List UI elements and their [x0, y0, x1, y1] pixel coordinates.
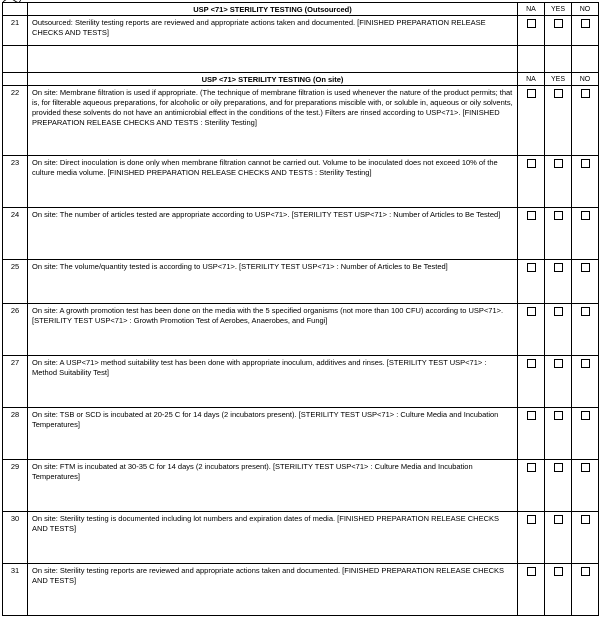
- checkbox-no[interactable]: [581, 463, 590, 472]
- cell-yes: [545, 16, 572, 46]
- checkbox-yes[interactable]: [554, 159, 563, 168]
- cell-yes: [545, 564, 572, 616]
- cell-no: [572, 16, 599, 46]
- item-text: On site: The number of articles tested are appropriate according to USP<71>. [STERILITY TEST USP<71> : Number of Articles to Be Tested]: [28, 208, 518, 260]
- spacer-cell: [518, 46, 545, 73]
- item-text: On site: TSB or SCD is incubated at 20-25 C for 14 days (2 incubators present). [STERILITY TEST USP<71> : Culture Media and Incubation Temperatures]: [28, 408, 518, 460]
- cell-no: [572, 356, 599, 408]
- section-title: USP <71> STERILITY TESTING (On site): [28, 73, 518, 86]
- checkbox-yes[interactable]: [554, 359, 563, 368]
- sterility-checklist-table: [2, 2, 599, 616]
- section-spacer: [3, 46, 599, 73]
- checkbox-na[interactable]: [527, 89, 536, 98]
- item-text: On site: Membrane filtration is used if appropriate. (The technique of membrane filtration is used whenever the nature of the product permits; that is, for filterable aqueous preparations, for alcoholic or oily preparations, and for preparations miscible with, or soluble in, aqueous or oily solvents, provided these solvents do not have an antimicrobial effect in the conditions of the test.) Filters are rinsed according to USP<71>. [FINISHED PREPARATION RELEASE CHECKS AND TESTS : Sterility Testing]: [28, 86, 518, 156]
- cell-na: [518, 512, 545, 564]
- checkbox-yes[interactable]: [554, 463, 563, 472]
- checkbox-yes[interactable]: [554, 211, 563, 220]
- checklist-row: [3, 408, 599, 460]
- item-text: On site: Direct inoculation is done only when membrane filtration cannot be carried out. Volume to be inoculated does not exceed 10% of the culture media volume. [FINISHED PREPARATION RELEASE CHECKS AND TESTS : Sterility Testing]: [28, 156, 518, 208]
- item-text: On site: A growth promotion test has been done on the media with the 5 specified organisms (not more than 100 CFU) according to USP<71>. [STERILITY TEST USP<71> : Growth Promotion Test of Aerobes, Anaerobes, and Fungi]: [28, 304, 518, 356]
- cell-na: [518, 260, 545, 304]
- cell-yes: [545, 260, 572, 304]
- checkbox-yes[interactable]: [554, 19, 563, 28]
- cell-na: [518, 460, 545, 512]
- cell-no: [572, 260, 599, 304]
- checkbox-na[interactable]: [527, 359, 536, 368]
- item-number: 21: [3, 16, 28, 46]
- cell-yes: [545, 356, 572, 408]
- cell-na: [518, 156, 545, 208]
- checklist-row: [3, 208, 599, 260]
- checkbox-yes[interactable]: [554, 307, 563, 316]
- cell-yes: [545, 304, 572, 356]
- section-header-onsite: [3, 73, 599, 86]
- item-number: 29: [3, 460, 28, 512]
- checkbox-yes[interactable]: [554, 411, 563, 420]
- checkbox-yes[interactable]: [554, 515, 563, 524]
- item-number: 26: [3, 304, 28, 356]
- checkbox-no[interactable]: [581, 411, 590, 420]
- cell-no: [572, 304, 599, 356]
- cell-yes: [545, 512, 572, 564]
- section-header-outsourced: [3, 3, 599, 16]
- item-number: 24: [3, 208, 28, 260]
- item-number: 28: [3, 408, 28, 460]
- spacer-cell: [545, 46, 572, 73]
- item-number: 23: [3, 156, 28, 208]
- checkbox-na[interactable]: [527, 263, 536, 272]
- cell-no: [572, 564, 599, 616]
- cell-no: [572, 208, 599, 260]
- checkbox-no[interactable]: [581, 19, 590, 28]
- cell-na: [518, 304, 545, 356]
- cell-no: [572, 156, 599, 208]
- checkbox-no[interactable]: [581, 359, 590, 368]
- cell-no: [572, 86, 599, 156]
- checklist-row: [3, 512, 599, 564]
- col-label-yes: YES: [545, 73, 572, 86]
- spacer-cell: [3, 46, 28, 73]
- cell-na: [518, 356, 545, 408]
- checkbox-no[interactable]: [581, 159, 590, 168]
- cell-yes: [545, 86, 572, 156]
- cell-na: [518, 16, 545, 46]
- col-label-no: NO: [572, 73, 599, 86]
- checkbox-no[interactable]: [581, 211, 590, 220]
- item-number: 22: [3, 86, 28, 156]
- checkbox-na[interactable]: [527, 159, 536, 168]
- checklist-row: [3, 86, 599, 156]
- checklist-row: [3, 564, 599, 616]
- cell-na: [518, 408, 545, 460]
- item-number: 25: [3, 260, 28, 304]
- item-text: Outsourced: Sterility testing reports are reviewed and appropriate actions taken and documented. [FINISHED PREPARATION RELEASE CHECKS AND TESTS]: [28, 16, 518, 46]
- checklist-row: [3, 460, 599, 512]
- checklist-row: [3, 16, 599, 46]
- cell-na: [518, 564, 545, 616]
- section-title: USP <71> STERILITY TESTING (Outsourced): [28, 3, 518, 16]
- checklist-row: [3, 304, 599, 356]
- checkbox-na[interactable]: [527, 567, 536, 576]
- item-text: On site: Sterility testing is documented including lot numbers and expiration dates of media. [FINISHED PREPARATION RELEASE CHECKS AND TESTS]: [28, 512, 518, 564]
- checkbox-yes[interactable]: [554, 567, 563, 576]
- item-number: 27: [3, 356, 28, 408]
- cell-yes: [545, 156, 572, 208]
- checkbox-no[interactable]: [581, 307, 590, 316]
- cell-yes: [545, 460, 572, 512]
- col-label-no: NO: [572, 3, 599, 16]
- cell-yes: [545, 208, 572, 260]
- checkbox-na[interactable]: [527, 463, 536, 472]
- col-label-na: NA: [518, 3, 545, 16]
- checklist-row: [3, 156, 599, 208]
- checkbox-yes[interactable]: [554, 89, 563, 98]
- checkbox-no[interactable]: [581, 567, 590, 576]
- checkbox-na[interactable]: [527, 307, 536, 316]
- spacer-cell: [572, 46, 599, 73]
- item-number: 30: [3, 512, 28, 564]
- item-text: On site: The volume/quantity tested is according to USP<71>. [STERILITY TEST USP<71> : Number of Articles to Be Tested]: [28, 260, 518, 304]
- checkbox-na[interactable]: [527, 211, 536, 220]
- header-num-cell: [3, 73, 28, 86]
- checkbox-no[interactable]: [581, 89, 590, 98]
- item-text: On site: FTM is incubated at 30-35 C for 14 days (2 incubators present). [STERILITY TEST USP<71> : Culture Media and Incubation Temperatures]: [28, 460, 518, 512]
- checkbox-na[interactable]: [527, 411, 536, 420]
- cell-no: [572, 408, 599, 460]
- checkbox-no[interactable]: [581, 515, 590, 524]
- checkbox-na[interactable]: [527, 19, 536, 28]
- spacer-cell: [28, 46, 518, 73]
- item-text: On site: A USP<71> method suitability test has been done with appropriate inoculum, additives and rinses. [STERILITY TEST USP<71> : Method Suitability Test]: [28, 356, 518, 408]
- checklist-row: [3, 260, 599, 304]
- col-label-yes: YES: [545, 3, 572, 16]
- item-text: On site: Sterility testing reports are reviewed and appropriate actions taken and documented. [FINISHED PREPARATION RELEASE CHECKS AND TESTS]: [28, 564, 518, 616]
- cell-no: [572, 460, 599, 512]
- cell-na: [518, 86, 545, 156]
- cell-na: [518, 208, 545, 260]
- checkbox-na[interactable]: [527, 515, 536, 524]
- cell-yes: [545, 408, 572, 460]
- checkbox-no[interactable]: [581, 263, 590, 272]
- cell-no: [572, 512, 599, 564]
- header-num-cell: [3, 3, 28, 16]
- checkbox-yes[interactable]: [554, 263, 563, 272]
- checklist-row: [3, 356, 599, 408]
- item-number: 31: [3, 564, 28, 616]
- col-label-na: NA: [518, 73, 545, 86]
